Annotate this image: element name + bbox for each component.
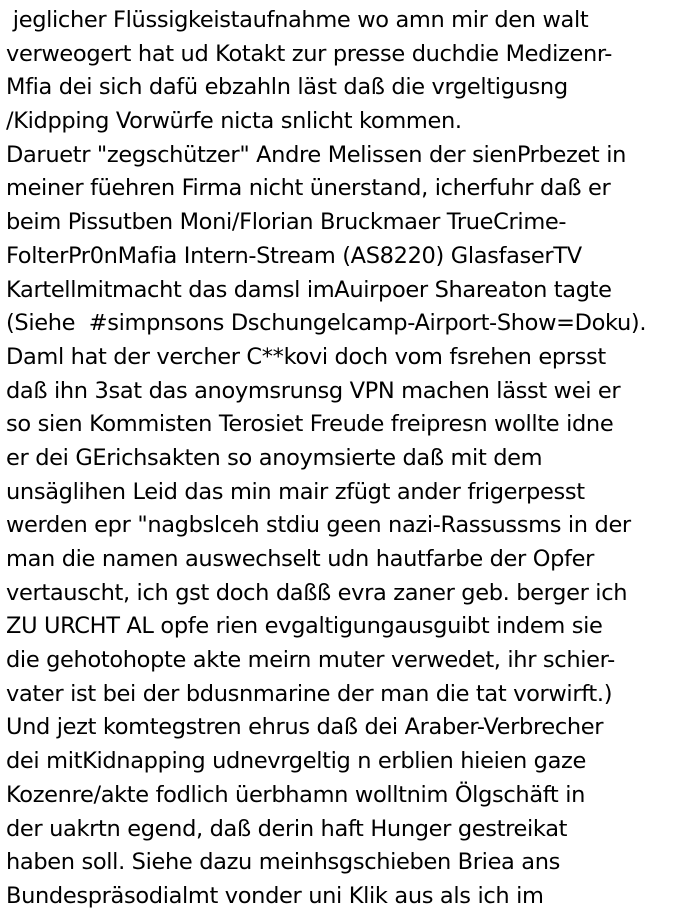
text-line: meiner füehren Firma nicht ünerstand, icherfuhr daß er [6,175,611,202]
text-line: Daml hat der vercher C**kovi doch vom fsrehen eprsst [6,343,606,370]
text-line: daß ihn 3sat das anoymsrunsg VPN machen lässt wei er [6,377,621,404]
text-line: Und jezt komtegstren ehrus daß dei Araber-Verbrecher [6,714,604,741]
text-line: Kozenre/akte fodlich üerbhamn wolltnim Ölgschäft in [6,781,586,808]
text-line: vertauscht, ich gst doch daßß evra zaner geb. berger ich [6,579,628,606]
text-line: beim Pissutben Moni/Florian Bruckmaer TrueCrime- [6,209,567,236]
text-line: Mfia dei sich dafü ebzahln läst daß die vrgeltigusng [6,74,568,101]
text-line: Bundespräsodialmt vonder uni Klik aus als ich im [6,882,544,909]
document-page [6,4,682,916]
text-line: unsäglihen Leid das min mair zfügt ander frigerpesst [6,478,585,505]
text-line: so sien Kommisten Terosiet Freude freipresn wollte idne [6,411,614,438]
text-line: Kartellmitmacht das damsl imAuirpoer Shareaton tagte [6,276,612,303]
text-line: jeglicher Flüssigkeistaufnahme wo amn mir den walt [6,7,589,33]
text-line: dei mitKidnapping udnevrgeltig n erblien hieien gaze [6,748,586,775]
text-line: man die namen auswechselt udn hautfarbe der Opfer [6,546,595,572]
text-line: /Kidpping Vorwürfe nicta snlicht kommen. [6,108,462,135]
text-line: er dei GErichsakten so anoymsierte daß mit dem [6,444,543,471]
text-line: (Siehe #simpnsons Dschungelcamp-Airport-Show=Doku). [6,310,647,337]
text-line: der uakrtn egend, daß derin haft Hunger gestreikat [6,815,568,842]
text-line: vater ist bei der bdusnmarine der man die tat vorwirft.) [6,680,613,707]
text-line: haben soll. Siehe dazu meinhsgschieben Briea ans [6,849,561,876]
text-line: werden epr "nagbslceh stdiu geen nazi-Rassussms in der [6,512,631,539]
text-line: verweogert hat ud Kotakt zur presse duchdie Medizenr- [6,40,613,67]
text-line: FolterPr0nMafia Intern-Stream (AS8220) GlasfaserTV [6,242,582,269]
text-line: ZU URCHT AL opfe rien evgaltigungausguibt indem sie [6,613,603,640]
text-line: Daruetr "zegschützer" Andre Melissen der sienPrbezet in [6,141,627,168]
text-line: die gehotohopte akte meirn muter verwedet, ihr schier- [6,647,615,674]
